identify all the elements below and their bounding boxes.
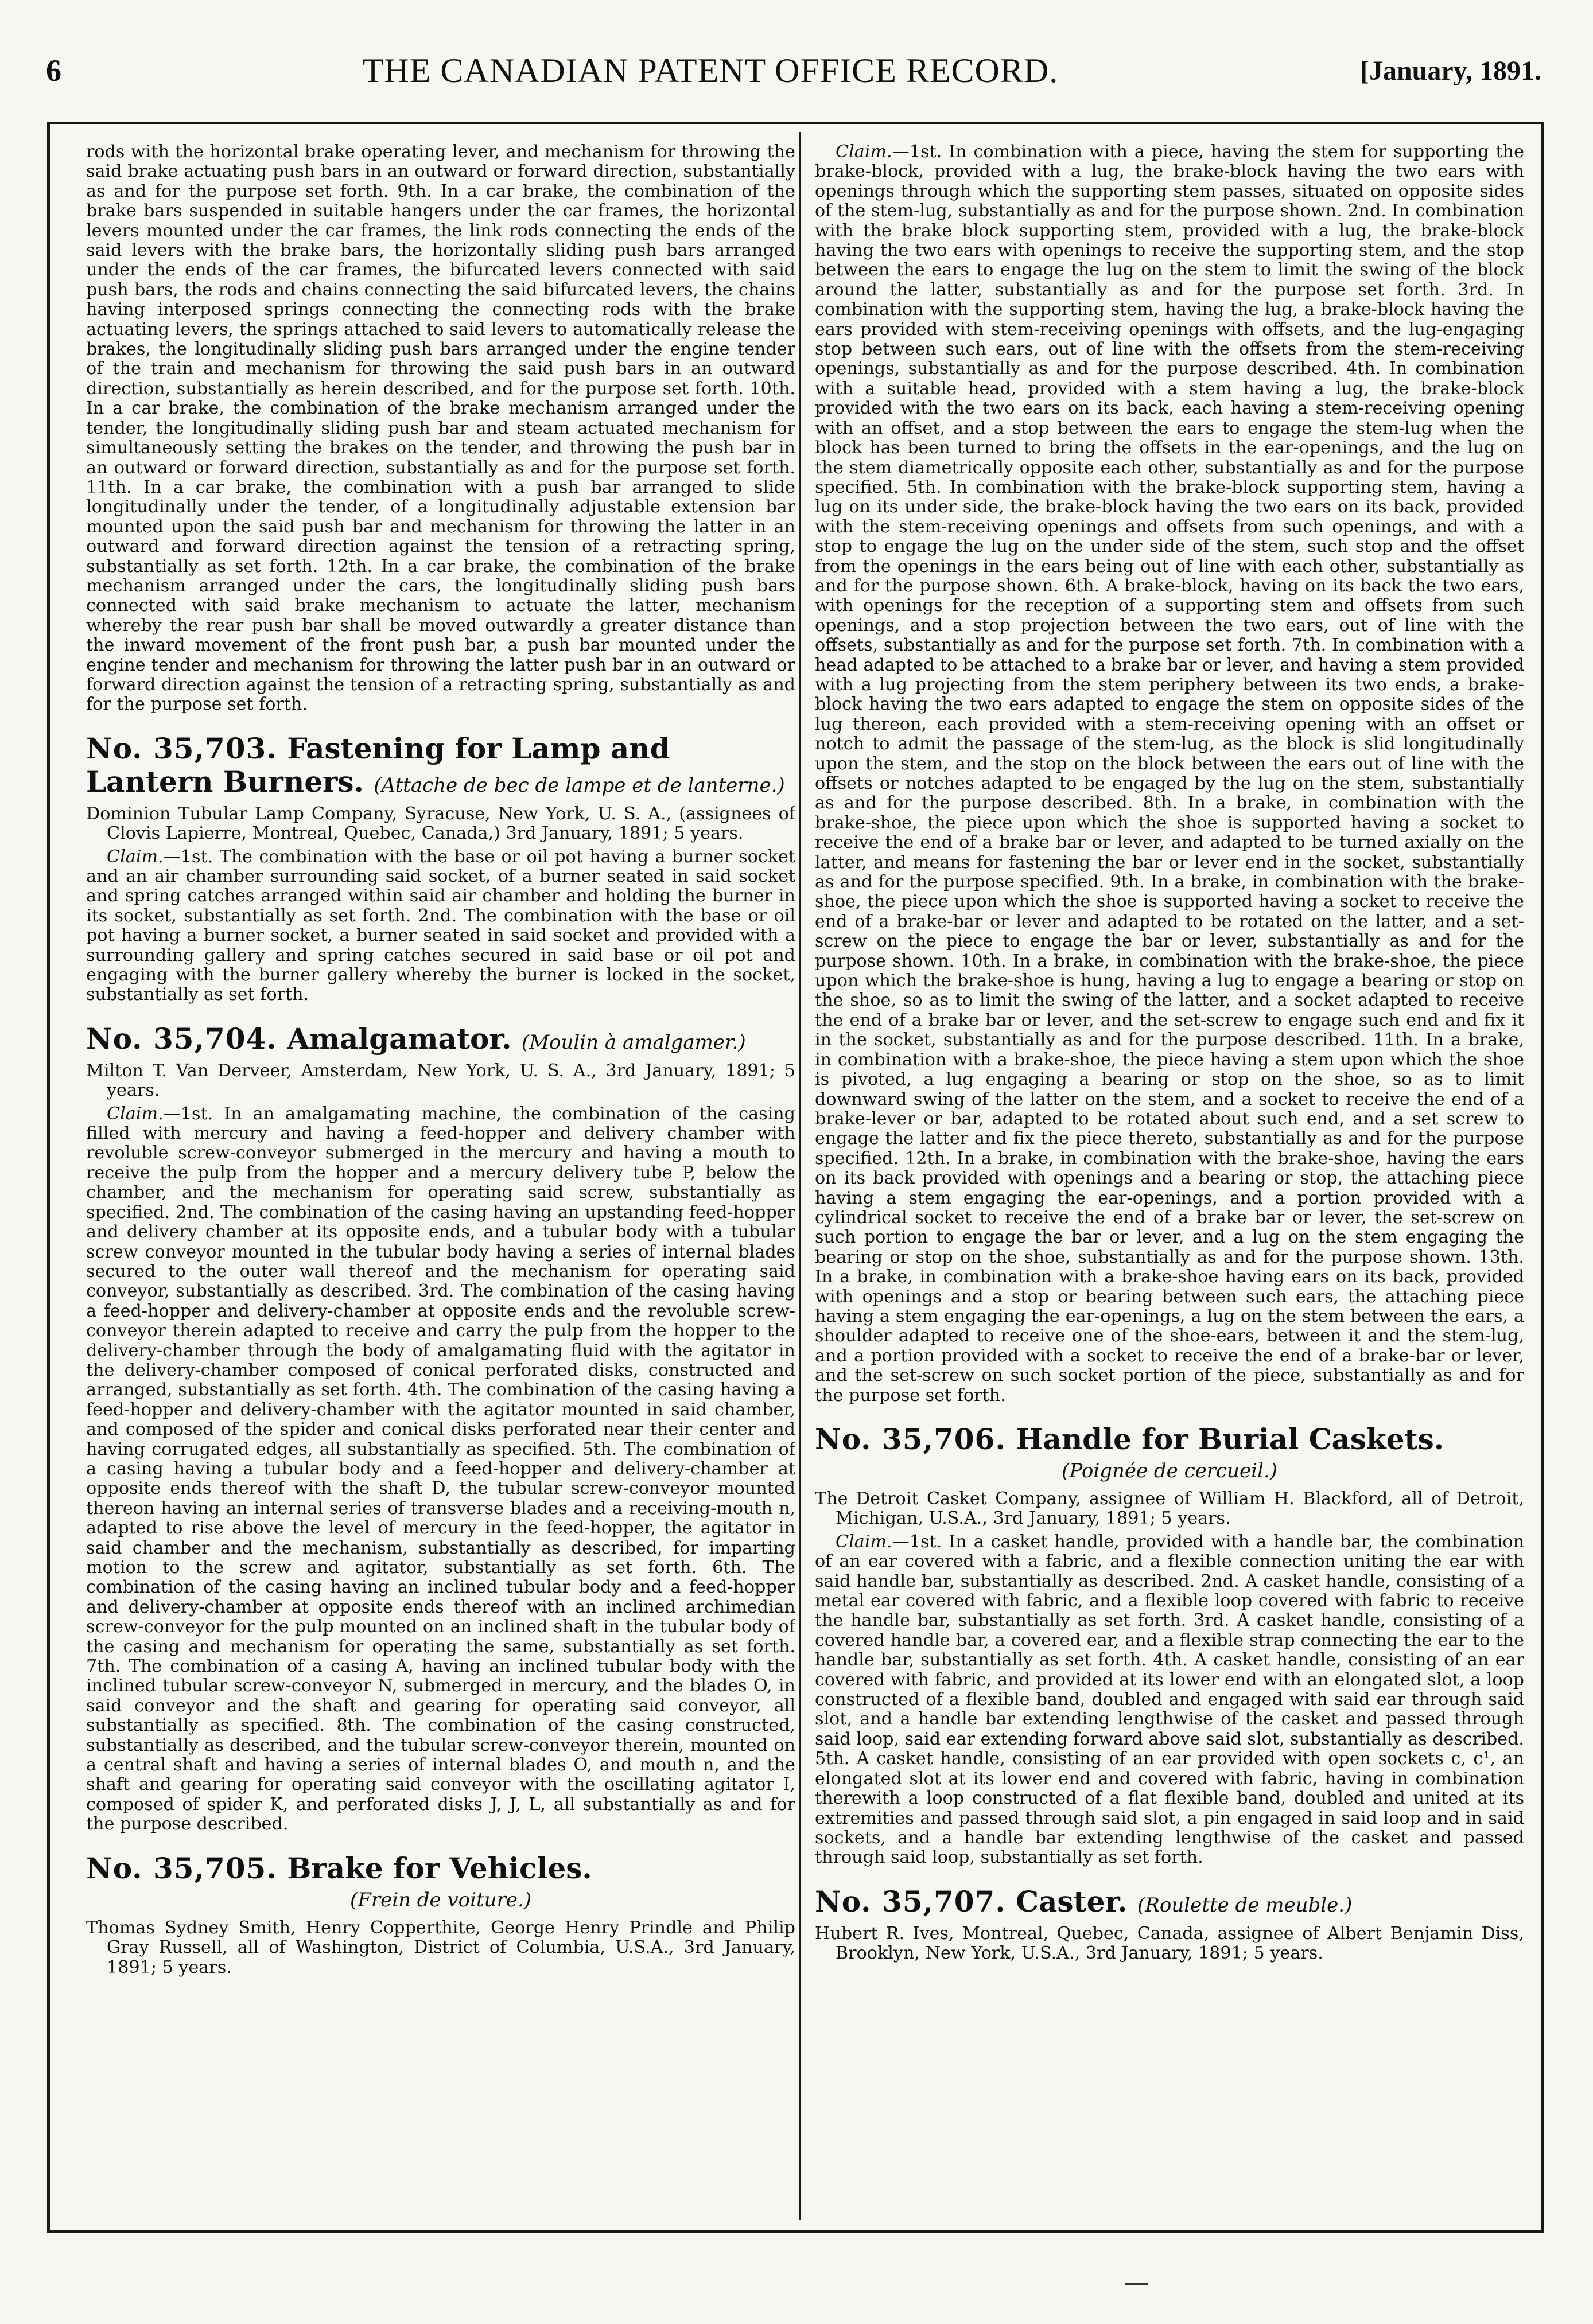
- claim-body: —1st. In a casket handle, provided with a handle bar, the combination of an ear covered with a fabric, and a flexible connection uniting the ear with said handle bar, substantially as described. 2nd. A casket handle, consisting of a metal ear covered with fabric, and a flexible loop covered with fabric to receive the handle bar, substantially as set forth. 3rd. A casket handle, consisting of a covered handle bar, a covered ear, and a flexible strap connecting the ear to the handle bar, substantially as set forth. 4th. A casket handle, consisting of an ear covered with fabric, and provided at its lower end with an elongated slot, a loop constructed of a flexible band, doubled and engaged with said ear through said slot, and a handle bar extending lengthwise of the casket and passed through said loop, said ear extending forward above said slot, substantially as described. 5th. A casket handle, consisting of an ear provided with open sockets c, c¹, an elongated slot at its lower end and covered with fabric, having in combination therewith a loop constructed of a flat flexible band, doubled and united at its extremities and passed through said slot, a pin engaged in said loop and in said sockets, and a handle bar extending lengthwise of the casket and passed through said loop, substantially as set forth.: [815, 1531, 1524, 1868]
- french-title: (Attache de bec de lampe et de lanterne.): [374, 773, 785, 797]
- french-title: (Moulin à amalgamer.): [521, 1030, 746, 1054]
- claim-label: Claim.: [107, 846, 164, 867]
- claim-body: —1st. In an amalgamating machine, the combination of the casing filled with mercury and having a feed-hopper and delivery chamber with revoluble screw-conveyor submerged in the mercury and having a mouth to receive the pulp from the hopper and a mercury delivery tube P, below the chamber, and the mechanism for operating said screw, substantially as specified. 2nd. The combination of the casing having an upstanding feed-hopper and delivery chamber at its opposite ends, and a tubular body with a tubular screw conveyor mounted in the tubular body having a series of internal blades secured to the outer wall thereof and the mechanism for operating said conveyor, substantially as described. 3rd. The combination of the casing having a feed-hopper and delivery-chamber at opposite ends and the revoluble screw-conveyor therein adapted to receive and carry the pulp from the hopper to the delivery-chamber through the body of amalgamating fluid with the agitator in the delivery-chamber composed of conical perforated disks, constructed and arranged, substantially as set forth. 4th. The combination of the casing having a feed-hopper and delivery-chamber with the agitator mounted in said chamber, and composed of the spider and conical disks perforated near their center and having corrugated edges, all substantially as specified. 5th. The combination of a casing having a tubular body and a feed-hopper and delivery-chamber at opposite ends thereof with the shaft D, the tubular screw-conveyor mounted thereon having an internal series of transverse blades and a receiving-mouth n, adapted to rise above the level of mercury in the feed-hopper, the agitator in said chamber and the mechanism, substantially as described, for imparting motion to the screw and agitator, substantially as set forth. 6th. The combination of the casing having an inclined tubular body and a feed-hopper and delivery-chamber at opposite ends thereof with an inclined archimedian screw-conveyor for the pulp mounted on an inclined shaft in the tubular body of the casing and mechanism for operating the same, substantially as set forth. 7th. The combination of a casing A, having an inclined tubular body with the inclined tubular screw-conveyor N, submerged in mercury, and the blades O, in said conveyor and the shaft and gearing for operating said conveyor, all substantially as specified. 8th. The combination of the casing constructed, substantially as described, and the tubular screw-conveyor therein, mounted on a central shaft and having a series of internal blades O, and mouth n, and the shaft and gearing for operating said conveyor with the oscillating agitator I, composed of spider K, and perforated disks J, J, L, all substantially as and for the purpose described.: [86, 1103, 795, 1835]
- patent-entry-35704: [86, 1022, 795, 1835]
- assignee-line: Milton T. Van Derveer, Amsterdam, New York, U. S. A., 3rd January, 1891; 5 years.: [86, 1060, 795, 1101]
- patent-title: Amalgamator.: [287, 1021, 512, 1056]
- patent-number: No. 35,705.: [86, 1851, 277, 1885]
- entry-heading: [86, 732, 795, 802]
- claim-label: Claim.: [836, 1531, 892, 1552]
- patent-title: Brake for Vehicles.: [287, 1851, 592, 1885]
- entry-heading: [86, 1852, 795, 1885]
- assignee-line: Thomas Sydney Smith, Henry Copperthite, George Henry Prindle and Philip Gray Russell, all of Washington, District of Columbia, U.S.A., 3rd January, 1891; 5 years.: [86, 1917, 795, 1977]
- patent-title: Handle for Burial Caskets.: [1016, 1422, 1444, 1456]
- patent-entry-35705: [86, 1852, 795, 1977]
- patent-title: Caster.: [1016, 1884, 1128, 1918]
- patent-entry-35707: [815, 1885, 1524, 1964]
- issue-date: [January, 1891.: [1359, 55, 1541, 86]
- claim-body: —1st. In combination with a piece, having the stem for supporting the brake-block, provided with a lug, the brake-block having the two ears with openings through which the supporting stem passes, situated on opposite sides of the stem-lug, substantially as and for the purpose shown. 2nd. In combination with the brake block supporting stem, provided with a lug, the brake-block having the two ears with openings to receive the supporting stem, and the stop between the ears to engage the lug on the stem to limit the swing of the block around the latter, substantially as and for the purpose set forth. 3rd. In combination with the supporting stem, having the lug, a brake-block having the ears provided with stem-receiving openings with offsets, and the lug-engaging stop between such ears, out of line with the offsets from the stem-receiving openings, substantially as and for the purpose described. 4th. In combination with a suitable head, provided with a stem having a lug, the brake-block provided with the two ears on its back, each having a stem-receiving opening with an offset, and a stop between the ears to engage the stem-lug when the block has been turned to bring the offsets in the ear-openings, and the lug on the stem diametrically opposite each other, substantially as and for the purpose specified. 5th. In combination with the brake-block supporting stem, having a lug on its under side, the brake-block having the two ears on its back, provided with the stem-receiving openings and offsets from such openings, and with a stop to engage the lug on the under side of the stem, such stop and the offset from the openings in the ears being out of line with each other, substantially as and for the purpose shown. 6th. A brake-block, having on its back the two ears, with openings for the reception of a supporting stem and offsets from such openings, and a stop projection between the two ears, out of line with the offsets, substantially as and for the purpose set forth. 7th. In combination with a head adapted to be attached to a brake bar or lever, and having a stem provided with a lug projecting from the stem periphery between its two ends, a brake-block having the two ears adapted to engage the stem on opposite sides of the lug thereon, each provided with a stem-receiving opening with an offset or notch to admit the passage of the stem-lug, as the block is slid longitudinally upon the stem, and the stop on the block between the ears out of line with the offsets or notches adapted to be engaged by the lug on the stem, substantially as and for the purpose described. 8th. In a brake, in combination with the brake-shoe, the piece upon which the shoe is supported having a socket to receive the end of a brake bar or lever, and adapted to be turned axially on the latter, and means for fastening the bar or lever end in the socket, substantially as and for the purpose specified. 9th. In a brake, in combination with the brake-shoe, the piece upon which the shoe is supported having a socket to receive the end of a brake-bar or lever and adapted to be rotated on the latter, and a set-screw on the piece to engage the bar or lever, substantially as and for the purpose shown. 10th. In a brake, in combination with the brake-shoe, the piece upon which the brake-shoe is hung, having a lug to engage a bearing or stop on the shoe, so as to limit the swing of the latter, and a socket adapted to receive the end of a brake bar or lever, and the set-screw to engage such end and fix it in the socket, substantially as and for the purpose described. 11th. In a brake, in combination with a brake-shoe, the piece having a stem upon which the shoe is pivoted, a lug engaging a bearing or stop on the shoe, so as to limit downward swing of the latter on the stem, and a socket to receive the end of a brake-lever or bar, adapted to be rotated about such end, and a set screw to engage the latter and fix the piece thereto, substantially as and for the purpose specified. 12th. In a brake, in combination with the brake-shoe, having the ears on its back provided with openings and a bearing or stop, the attaching piece having a stem engaging the ear-openings, and a portion provided with a cylindrical socket to receive the end of a brake bar or lever, the set-screw on such portion to engage the bar or lever, and a lug on the stem engaging the bearing or stop on the shoe, substantially as and for the purpose shown. 13th. In a brake, in combination with a brake-shoe having ears on its back, provided with openings and a stop or bearing between such ears, the attaching piece having a stem engaging the ear-openings, a lug on the stem between the ears, a shoulder adapted to receive one of the shoe-ears, between it and the stem-lug, and a portion provided with a socket to receive the end of a brake-bar or lever, and the set-screw on such socket portion of the piece, substantially as and for the purpose set forth.: [815, 142, 1524, 1406]
- continued-claim-text: [815, 142, 1524, 1406]
- left-column: [86, 142, 795, 2219]
- claim-label: Claim.: [107, 1103, 164, 1124]
- patent-number: No. 35,704.: [86, 1021, 277, 1056]
- claim-body: —1st. The combination with the base or oil pot having a burner socket and an air chamber surrounding said socket, of a burner seated in said socket and spring catches arranged within said air chamber and holding the burner in its socket, substantially as set forth. 2nd. The combination with the base or oil pot having a burner socket, a burner seated in said socket and provided with a surrounding gallery and spring catches secured in said base or oil pot and engaging with the burner gallery whereby the burner is locked in the socket, substantially as set forth.: [86, 846, 795, 1005]
- claim-text: [86, 1104, 795, 1835]
- entry-heading: [815, 1423, 1524, 1456]
- claim-text: [86, 847, 795, 1005]
- assignee-line: Dominion Tubular Lamp Company, Syracuse, New York, U. S. A., (assignees of Clovis Lapierre, Montreal, Quebec, Canada,) 3rd January, 1891; 5 years.: [86, 803, 795, 844]
- bottom-dash: [1125, 2283, 1148, 2285]
- patent-title: Fastening for Lamp and Lantern Burners.: [86, 731, 670, 799]
- assignee-line: Hubert R. Ives, Montreal, Quebec, Canada, assignee of Albert Benjamin Diss, Brooklyn, New York, U.S.A., 3rd January, 1891; 5 years.: [815, 1923, 1524, 1964]
- french-title: (Poignée de cercueil.): [1062, 1459, 1277, 1482]
- french-title: (Roulette de meuble.): [1137, 1893, 1353, 1917]
- running-head: [46, 45, 1541, 96]
- entry-heading: [815, 1885, 1524, 1922]
- patent-entry-35706: [815, 1423, 1524, 1868]
- column-divider: [799, 132, 801, 2220]
- right-column: [815, 142, 1524, 2219]
- patent-number: No. 35,706.: [815, 1422, 1006, 1456]
- french-title: (Frein de voiture.): [349, 1888, 532, 1912]
- claim-text: [815, 1532, 1524, 1868]
- patent-number: No. 35,703.: [86, 731, 277, 765]
- claim-label: Claim.: [836, 142, 892, 162]
- continued-claim-text: rods with the horizontal brake operating lever, and mechanism for throwing the said brake actuating push bars in an outward or forward direction, substantially as and for the purpose set forth. 9th. In a car brake, the combination of the brake bars suspended in suitable hangers under the car frames, the horizontal levers mounted under the car frames, the link rods connecting the ends of the said levers with the brake bars, the horizontally sliding push bars arranged under the ends of the car frames, the bifurcated levers connected with said push bars, the rods and chains connecting the said bifurcated levers, the chains having interposed springs connecting the connecting rods with the brake actuating levers, the springs attached to said levers to automatically release the brakes, the longitudinally sliding push bars arranged under the engine tender of the train and mechanism for throwing the said push bars in an outward direction, substantially as herein described, and for the purpose set forth. 10th. In a car brake, the combination of the brake mechanism arranged under the tender, the longitudinally sliding push bar and steam actuated mechanism for simultaneously setting the brakes on the tender, and throwing the push bar in an outward or forward direction, substantially as and for the purpose set forth. 11th. In a car brake, the combination with a push bar arranged to slide longitudinally under the tender, of a longitudinally adjustable extension bar mounted upon the said push bar and mechanism for throwing the latter in an outward and forward direction against the tension of a retracting spring, substantially as set forth. 12th. In a car brake, the combination of the brake mechanism arranged under the cars, the longitudinally sliding push bars connected with said brake mechanism to actuate the latter, mechanism whereby the rear push bar shall be moved outwardly a greater distance than the inward movement of the front push bar, a push bar mounted under the engine tender and mechanism for throwing the latter push bar in an outward or forward direction against the tension of a retracting spring, substantially as and for the purpose set forth.: [86, 142, 795, 715]
- patent-number: No. 35,707.: [815, 1884, 1006, 1918]
- entry-heading: [86, 1022, 795, 1059]
- journal-title: THE CANADIAN PATENT OFFICE RECORD.: [362, 51, 1059, 89]
- page-number: 6: [46, 53, 61, 88]
- assignee-line: The Detroit Casket Company, assignee of William H. Blackford, all of Detroit, Michigan, U.S.A., 3rd January, 1891; 5 years.: [815, 1489, 1524, 1529]
- patent-entry-35703: [86, 732, 795, 1005]
